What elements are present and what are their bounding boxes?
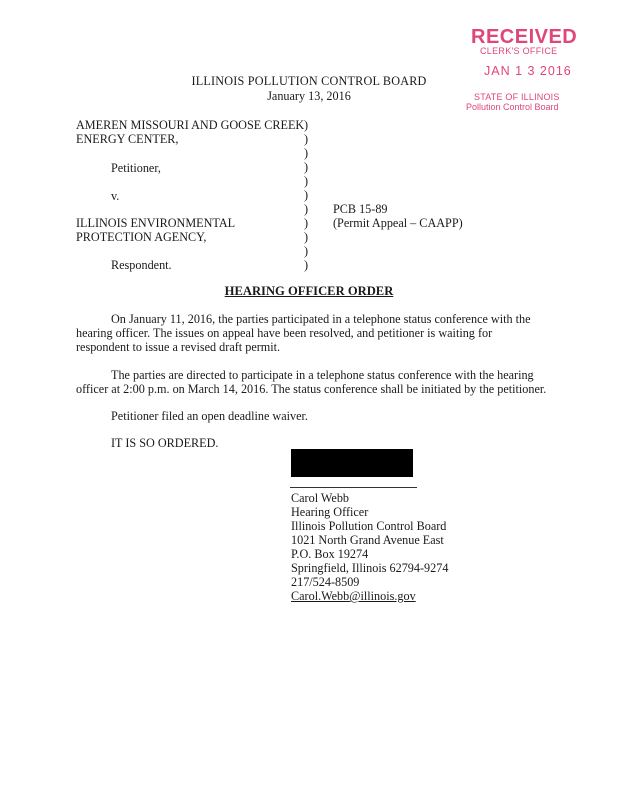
stamp-date: JAN 1 3 2016 [484, 64, 572, 78]
stamp-received: RECEIVED [471, 26, 578, 48]
caption-paren: ) [304, 188, 309, 202]
signer-title: Hearing Officer [291, 505, 369, 519]
stamp-state: STATE OF ILLINOIS [474, 92, 560, 102]
order-date: January 13, 2016 [267, 89, 351, 103]
caption-paren: ) [304, 146, 309, 160]
signer-address-line2: P.O. Box 19274 [291, 547, 369, 561]
paragraph-1-line3: respondent to issue a revised draft permit. [76, 340, 281, 354]
so-ordered: IT IS SO ORDERED. [111, 436, 219, 450]
caption-paren: ) [304, 174, 309, 188]
caption-paren: ) [304, 216, 309, 230]
signer-address-line1: 1021 North Grand Avenue East [291, 533, 444, 547]
caption-paren: ) [304, 244, 309, 258]
order-heading: HEARING OFFICER ORDER [224, 284, 394, 298]
paragraph-2-line1: The parties are directed to participate in a telephone status conference with the hearing [111, 368, 534, 382]
stamp-board: Pollution Control Board [466, 102, 559, 112]
signer-name: Carol Webb [291, 491, 350, 505]
caption-paren: ) [304, 160, 309, 174]
signature-line [290, 487, 417, 488]
caption-paren: ) [304, 118, 309, 132]
caption-paren: ) [304, 230, 309, 244]
respondent-name-line1: ILLINOIS ENVIRONMENTAL [76, 216, 236, 230]
respondent-name-line2: PROTECTION AGENCY, [76, 230, 207, 244]
case-number: PCB 15-89 [333, 202, 388, 216]
case-type: (Permit Appeal – CAAPP) [333, 216, 463, 230]
caption-paren: ) [304, 258, 309, 272]
board-title: ILLINOIS POLLUTION CONTROL BOARD [191, 74, 427, 88]
respondent-role: Respondent. [111, 258, 172, 272]
paragraph-2-line2: officer at 2:00 p.m. on March 14, 2016. The status conference shall be initiated by the petitioner. [76, 382, 547, 396]
petitioner-name-line1: AMEREN MISSOURI AND GOOSE CREEK [76, 118, 305, 132]
petitioner-name-line2: ENERGY CENTER, [76, 132, 179, 146]
caption-paren: ) [304, 202, 309, 216]
stamp-clerk-office: CLERK'S OFFICE [480, 46, 558, 56]
versus: v. [111, 189, 120, 203]
paragraph-1-line1: On January 11, 2016, the parties participated in a telephone status conference with the [111, 312, 531, 326]
signer-organization: Illinois Pollution Control Board [291, 519, 447, 533]
signer-phone: 217/524-8509 [291, 575, 360, 589]
paragraph-waiver: Petitioner filed an open deadline waiver. [111, 409, 308, 423]
paragraph-1-line2: hearing officer. The issues on appeal have been resolved, and petitioner is waiting for [76, 326, 493, 340]
petitioner-role: Petitioner, [111, 161, 161, 175]
signer-email-link[interactable]: Carol.Webb@illinois.gov [291, 589, 416, 603]
redacted-signature [291, 449, 413, 477]
caption-paren: ) [304, 132, 309, 146]
signer-address-line3: Springfield, Illinois 62794-9274 [291, 561, 449, 575]
